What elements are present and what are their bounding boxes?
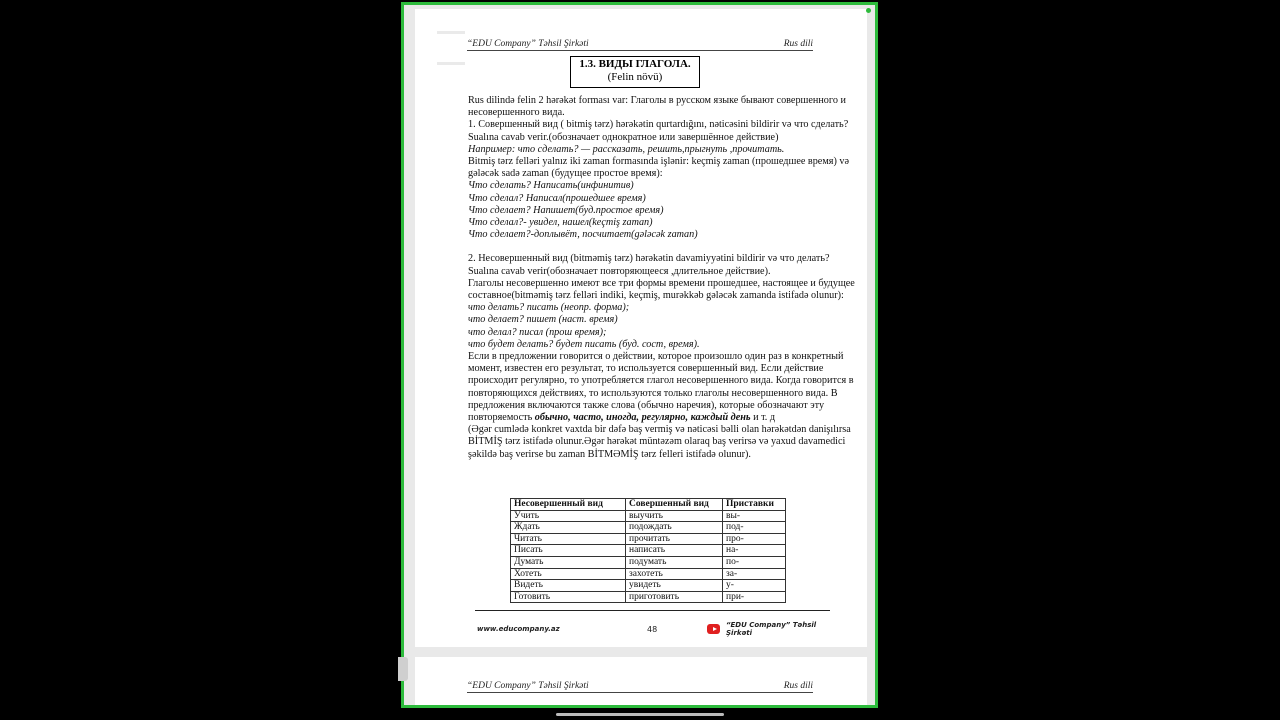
sidebar-handle[interactable] [398,657,408,681]
table-row: Хотеть захотеть за- [511,568,786,580]
table-row: Учить выучить вы- [511,510,786,522]
footer-brand: “EDU Company” Təhsil Şirkəti [707,621,829,637]
section-subtitle: (Felin növü) [607,71,663,83]
table-row: Думать подумать по- [511,556,786,568]
table-header-row: Несовершенный вид Совершенный вид Приставки [511,499,786,511]
page-49-preview [415,657,867,708]
emphasis-adverbs: обычно, часто, иногда, регулярно, каждый день [534,412,751,424]
header-subject: Rus dili [783,39,813,49]
page-footer [477,621,829,637]
indicator-dot-icon [866,8,871,13]
table-row: Видеть увидеть у- [511,580,786,592]
page-48 [415,9,867,647]
table-row: Читать прочитать про- [511,533,786,545]
home-indicator[interactable] [556,713,724,716]
body-text [468,95,860,461]
example-line: Что сделает? Напишет(буд.простое время) [468,204,664,216]
example-line: Что сделал?- увидел, нашел(keçmiş zaman) [468,217,653,229]
table-row: Писать написать на- [511,545,786,557]
paragraph: (Əgər cumlədə konkret vaxtda bir dəfə baş vermiş və nəticəsi bəlli olan hərəkətdən danişılırsa BİTMİŞ tərz istifadə olunur.Əgər hərəkət müntəzəm olaraq baş verirsə və yaxud davamedici şəkildə baş verirse bu zaman BİTMƏMİŞ tərz felleri istifadə olunur). [468,424,851,460]
paragraph: Если в предложении говорится о действии, которое произошло один раз в конкретный момент, известен его результат, то используется совершенный вид. Если действие происходит регулярно, то употребляется глагол несовершенного вида. Когда говорится в повторяющихся действиях, то используются только глаголы несовершенного вида. В предложения включаются также слова (обычно наречия), которые обозначают эту повторяемость обычно, часто, иногда, регулярно, каждый день и т. д [468,351,854,424]
paragraph: Глаголы несовершенно имеют все три формы времени прошедшее, настоящее и будущее составное(bitməmiş tərz felləri indiki, keçmiş, murəkkəb gələcək zamanda istifadə olunur): [468,277,855,302]
example-line: что делать? писать (неопр. форма); [468,302,630,314]
footer-divider [475,610,830,611]
footer-url[interactable]: www.educompany.az [477,625,560,633]
example-line: Что сделает?-доплывёт, посчитает(gələcək zaman) [468,229,698,241]
paragraph: 1. Совершенный вид ( bitmiş tərz) hərəkətin qurtardığını, nəticəsini bildirir və что сделать? Sualına cavab verir.(обозначает однократное или завершённое действие) [468,119,849,143]
watermark-logo-icon [437,31,465,65]
example-line: что будет делать? будет писать (буд. сост, время). [468,338,700,350]
paragraph: 2. Несовершенный вид (bitməmiş tərz) hərəkətin davamiyyətini bildirir və что делать? Sualına cavab verir(обозначает повторяющееся ,длительное действие). [468,253,830,277]
verb-aspect-table [510,498,786,603]
example-line: что делал? писал (прош время); [468,326,607,338]
example-line: Что сделал? Написал(прошедшее время) [468,192,646,204]
header-company: “EDU Company” Təhsil Şirkəti [467,39,589,49]
section-title: 1.3. ВИДЫ ГЛАГОЛА. [579,58,691,70]
document-viewer[interactable] [401,2,878,708]
example-line: что делает? пишет (наст. время) [468,314,618,326]
example-line: Например: что сделать? — рассказать, решить,прыгнуть ,прочитать. [468,143,785,155]
section-title-box [570,56,700,88]
paragraph: Bitmiş tərz felləri yalnız iki zaman formasında işlənir: keçmiş zaman (прошедшее время) və gələcək sadə zaman (будущее простое время): [468,156,850,180]
page-header: “EDU Company” Təhsil Şirkəti Rus dili [467,681,813,691]
page-number: 48 [647,624,658,634]
paragraph: Rus dilində felin 2 hərəkət forması var: Глаголы в русском языке бывают совершенного и несовершенного вида. [468,95,846,119]
youtube-icon [707,624,720,634]
table-row: Ждать подождать под- [511,522,786,534]
page-header [467,39,813,51]
example-line: Что сделать? Написать(инфинитив) [468,180,634,192]
table-row: Готовить приготовить при- [511,591,786,603]
